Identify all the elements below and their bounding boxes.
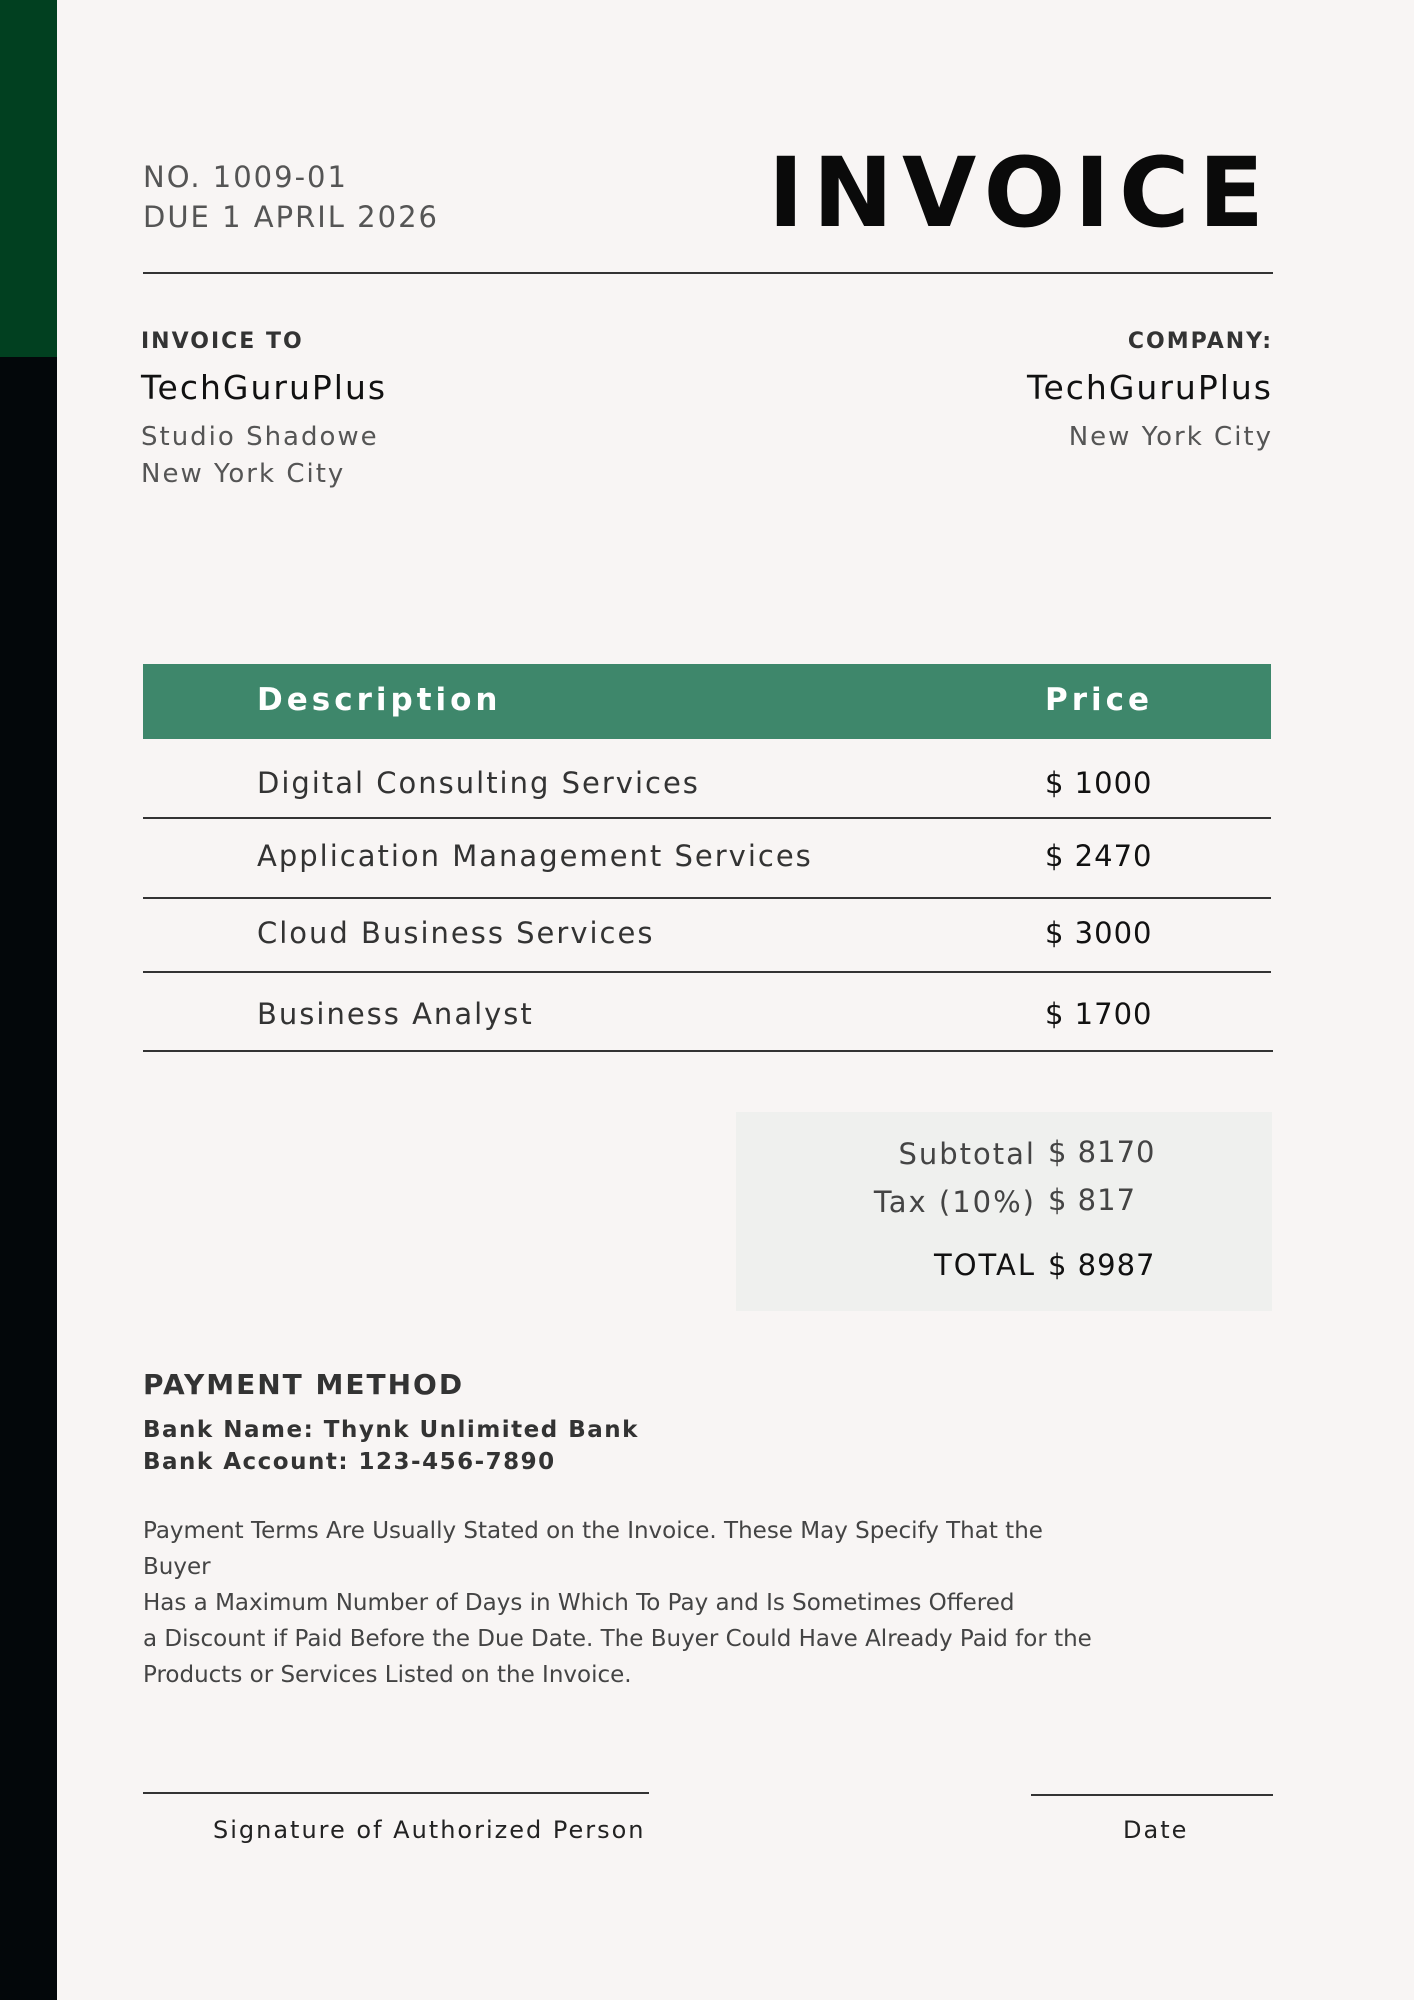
sidebar-accent-green	[0, 0, 57, 357]
subtotal-value: $ 8170	[1048, 1135, 1156, 1169]
bill-to-block	[141, 329, 387, 493]
bill-to-address-line1: Studio Shadowe	[141, 422, 379, 452]
date-label: Date	[1123, 1816, 1189, 1844]
invoice-due-date: DUE 1 APRIL 2026	[143, 200, 439, 234]
payment-terms-line: Payment Terms Are Usually Stated on the Invoice. These May Specify That the Buyer	[143, 1518, 1043, 1580]
column-header-price: Price	[1045, 682, 1154, 718]
bill-to-address-line2: New York City	[141, 459, 346, 489]
table-row-description: Cloud Business Services	[257, 916, 655, 950]
total-label: TOTAL	[934, 1248, 1036, 1282]
totals-box	[736, 1112, 1272, 1311]
items-table-header	[143, 664, 1271, 739]
bank-account: Bank Account: 123-456-7890	[143, 1449, 556, 1475]
sidebar-accent-black	[0, 357, 57, 2000]
date-line	[1031, 1794, 1273, 1796]
invoice-meta	[143, 157, 439, 237]
payment-terms-line: Has a Maximum Number of Days in Which To Pay and Is Sometimes Offered	[143, 1590, 1015, 1616]
signature-label: Signature of Authorized Person	[213, 1816, 646, 1844]
bank-name: Bank Name: Thynk Unlimited Bank	[143, 1417, 639, 1443]
payment-method-title: PAYMENT METHOD	[143, 1368, 465, 1401]
company-name: TechGuruPlus	[1026, 368, 1273, 407]
bill-to-name: TechGuruPlus	[141, 368, 388, 407]
table-row-price: $ 1700	[1045, 997, 1153, 1031]
company-label: COMPANY:	[1127, 329, 1273, 354]
company-block	[1027, 329, 1273, 456]
table-row-description: Business Analyst	[257, 997, 534, 1031]
table-row-divider	[143, 817, 1271, 819]
table-bottom-divider	[143, 1050, 1273, 1052]
table-row-divider	[143, 971, 1271, 973]
table-row-divider	[143, 897, 1271, 899]
company-address-line1: New York City	[1068, 422, 1273, 452]
table-row-price: $ 3000	[1045, 916, 1153, 950]
invoice-title: INVOICE	[767, 137, 1273, 249]
table-row-description: Application Management Services	[257, 839, 813, 873]
header-divider	[143, 272, 1273, 274]
table-row-description: Digital Consulting Services	[257, 766, 700, 800]
subtotal-label: Subtotal	[898, 1137, 1036, 1171]
tax-label: Tax (10%)	[873, 1185, 1036, 1219]
payment-terms-line: Products or Services Listed on the Invoice.	[143, 1662, 632, 1688]
bill-to-label: INVOICE TO	[141, 329, 304, 354]
total-value: $ 8987	[1048, 1248, 1156, 1282]
payment-terms-line: a Discount if Paid Before the Due Date. The Buyer Could Have Already Paid for the	[143, 1626, 1092, 1652]
signature-line	[143, 1792, 649, 1794]
tax-value: $ 817	[1048, 1183, 1137, 1217]
column-header-description: Description	[257, 682, 502, 718]
table-row-price: $ 1000	[1045, 766, 1153, 800]
table-row-price: $ 2470	[1045, 839, 1153, 873]
payment-terms	[143, 1513, 1093, 1693]
invoice-number: NO. 1009-01	[143, 160, 348, 194]
